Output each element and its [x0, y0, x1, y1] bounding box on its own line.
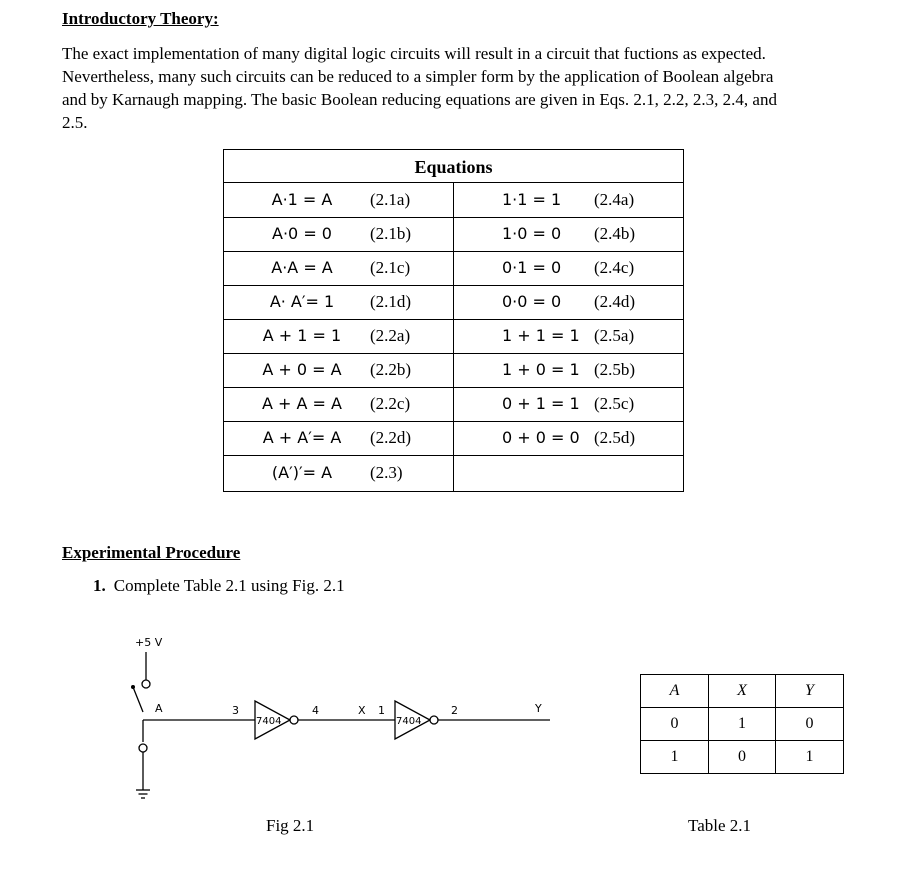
equation-row [224, 421, 683, 456]
equation-right-number: (2.4d) [594, 292, 636, 311]
table-row [641, 741, 844, 774]
equation-right-number: (2.4b) [594, 224, 636, 243]
equation-left-number: (2.1a) [370, 190, 411, 209]
equation-row [224, 183, 683, 218]
gate1-chip-label: 7404 [256, 716, 282, 727]
node-y-label: Y [535, 702, 542, 715]
figure-caption: Fig 2.1 [266, 816, 315, 835]
equation-row [224, 217, 683, 252]
equation-row [224, 319, 683, 354]
switch-terminal-top [142, 680, 150, 688]
intro-line: and by Karnaugh mapping. The basic Boolean reducing equations are given in Eqs. 2.1, 2.2, 2.3, 2.4, and [62, 90, 777, 109]
equation-right: 1 + 0 = 1 [502, 360, 580, 379]
equation-left: A·A = A [271, 258, 333, 277]
equation-left-number: (2.2c) [370, 394, 411, 413]
procedure-step [93, 576, 345, 596]
equation-right: 1 + 1 = 1 [502, 326, 580, 345]
equations-title: Equations [224, 150, 683, 183]
intro-heading: Introductory Theory: [62, 9, 219, 28]
intro-line: Nevertheless, many such circuits can be reduced to a simpler form by the application of Boolean algebra [62, 67, 774, 86]
equation-left-number: (2.1c) [370, 258, 411, 277]
equation-left: (A′)′= A [271, 463, 333, 482]
switch-terminal-bottom [139, 744, 147, 752]
circuit-diagram [110, 630, 580, 810]
intro-line: 2.5. [62, 113, 88, 132]
intro-paragraph [62, 42, 852, 134]
truth-table-header [641, 675, 844, 708]
truth-table [640, 674, 844, 774]
node-a-label: A [155, 702, 163, 715]
table-cell: 0 [641, 708, 709, 741]
equation-right-number: (2.5d) [594, 428, 636, 447]
gate2-output-pin: 2 [451, 704, 458, 717]
equation-left: A + 1 = 1 [262, 326, 342, 345]
switch-blade [133, 687, 143, 712]
equation-row [224, 251, 683, 286]
equation-left: A·1 = A [271, 190, 333, 209]
equation-left: A·0 = 0 [272, 224, 332, 243]
equation-right-number: (2.4a) [594, 190, 635, 209]
equation-row [224, 285, 683, 320]
equation-right-number: (2.5c) [594, 394, 635, 413]
equation-right-number: (2.5a) [594, 326, 635, 345]
supply-label: +5 V [135, 636, 163, 649]
node-x-label: X [358, 704, 366, 717]
equations-table [223, 149, 684, 492]
table-cell: 0 [709, 741, 776, 774]
equation-left-number: (2.2d) [370, 428, 412, 447]
equation-left-number: (2.2a) [370, 326, 411, 345]
equation-left-number: (2.1d) [370, 292, 412, 311]
equation-left-number: (2.2b) [370, 360, 412, 379]
table-row [641, 708, 844, 741]
gate1-inversion-bubble [290, 716, 298, 724]
switch-pivot [131, 685, 135, 689]
equation-row [224, 387, 683, 422]
equation-row [224, 353, 683, 388]
intro-line: The exact implementation of many digital logic circuits will result in a circuit that fuctions as expected. [62, 44, 766, 63]
table-cell: 0 [776, 708, 844, 741]
equation-left: A + A′= A [262, 428, 342, 447]
equation-left-number: (2.1b) [370, 224, 412, 243]
equation-right: 0·1 = 0 [502, 258, 562, 277]
gate1-input-pin: 3 [232, 704, 239, 717]
equation-right: 0·0 = 0 [502, 292, 562, 311]
equation-right: 1·0 = 0 [502, 224, 562, 243]
table-cell: 1 [776, 741, 844, 774]
step-text: Complete Table 2.1 using Fig. 2.1 [113, 576, 345, 595]
header-cell: A [641, 675, 709, 708]
equation-left: A + A = A [262, 394, 342, 413]
table-cell: 1 [641, 741, 709, 774]
header-cell: X [709, 675, 776, 708]
equation-row [224, 455, 683, 491]
equation-left-number: (2.3) [370, 463, 403, 482]
table-caption: Table 2.1 [688, 816, 752, 835]
equation-right: 0 + 0 = 0 [502, 428, 580, 447]
equation-right-number: (2.4c) [594, 258, 635, 277]
gate2-chip-label: 7404 [396, 716, 422, 727]
table-cell: 1 [709, 708, 776, 741]
step-number: 1. [93, 576, 106, 595]
gate2-input-pin: 1 [378, 704, 385, 717]
gate1-output-pin: 4 [312, 704, 319, 717]
equation-right: 1·1 = 1 [502, 190, 562, 209]
procedure-heading: Experimental Procedure [62, 543, 241, 562]
gate2-inversion-bubble [430, 716, 438, 724]
equation-left: A + 0 = A [262, 360, 342, 379]
header-cell: Y [776, 675, 844, 708]
equation-right-number: (2.5b) [594, 360, 636, 379]
equation-left: A· A′= 1 [269, 292, 335, 311]
equation-right: 0 + 1 = 1 [502, 394, 580, 413]
